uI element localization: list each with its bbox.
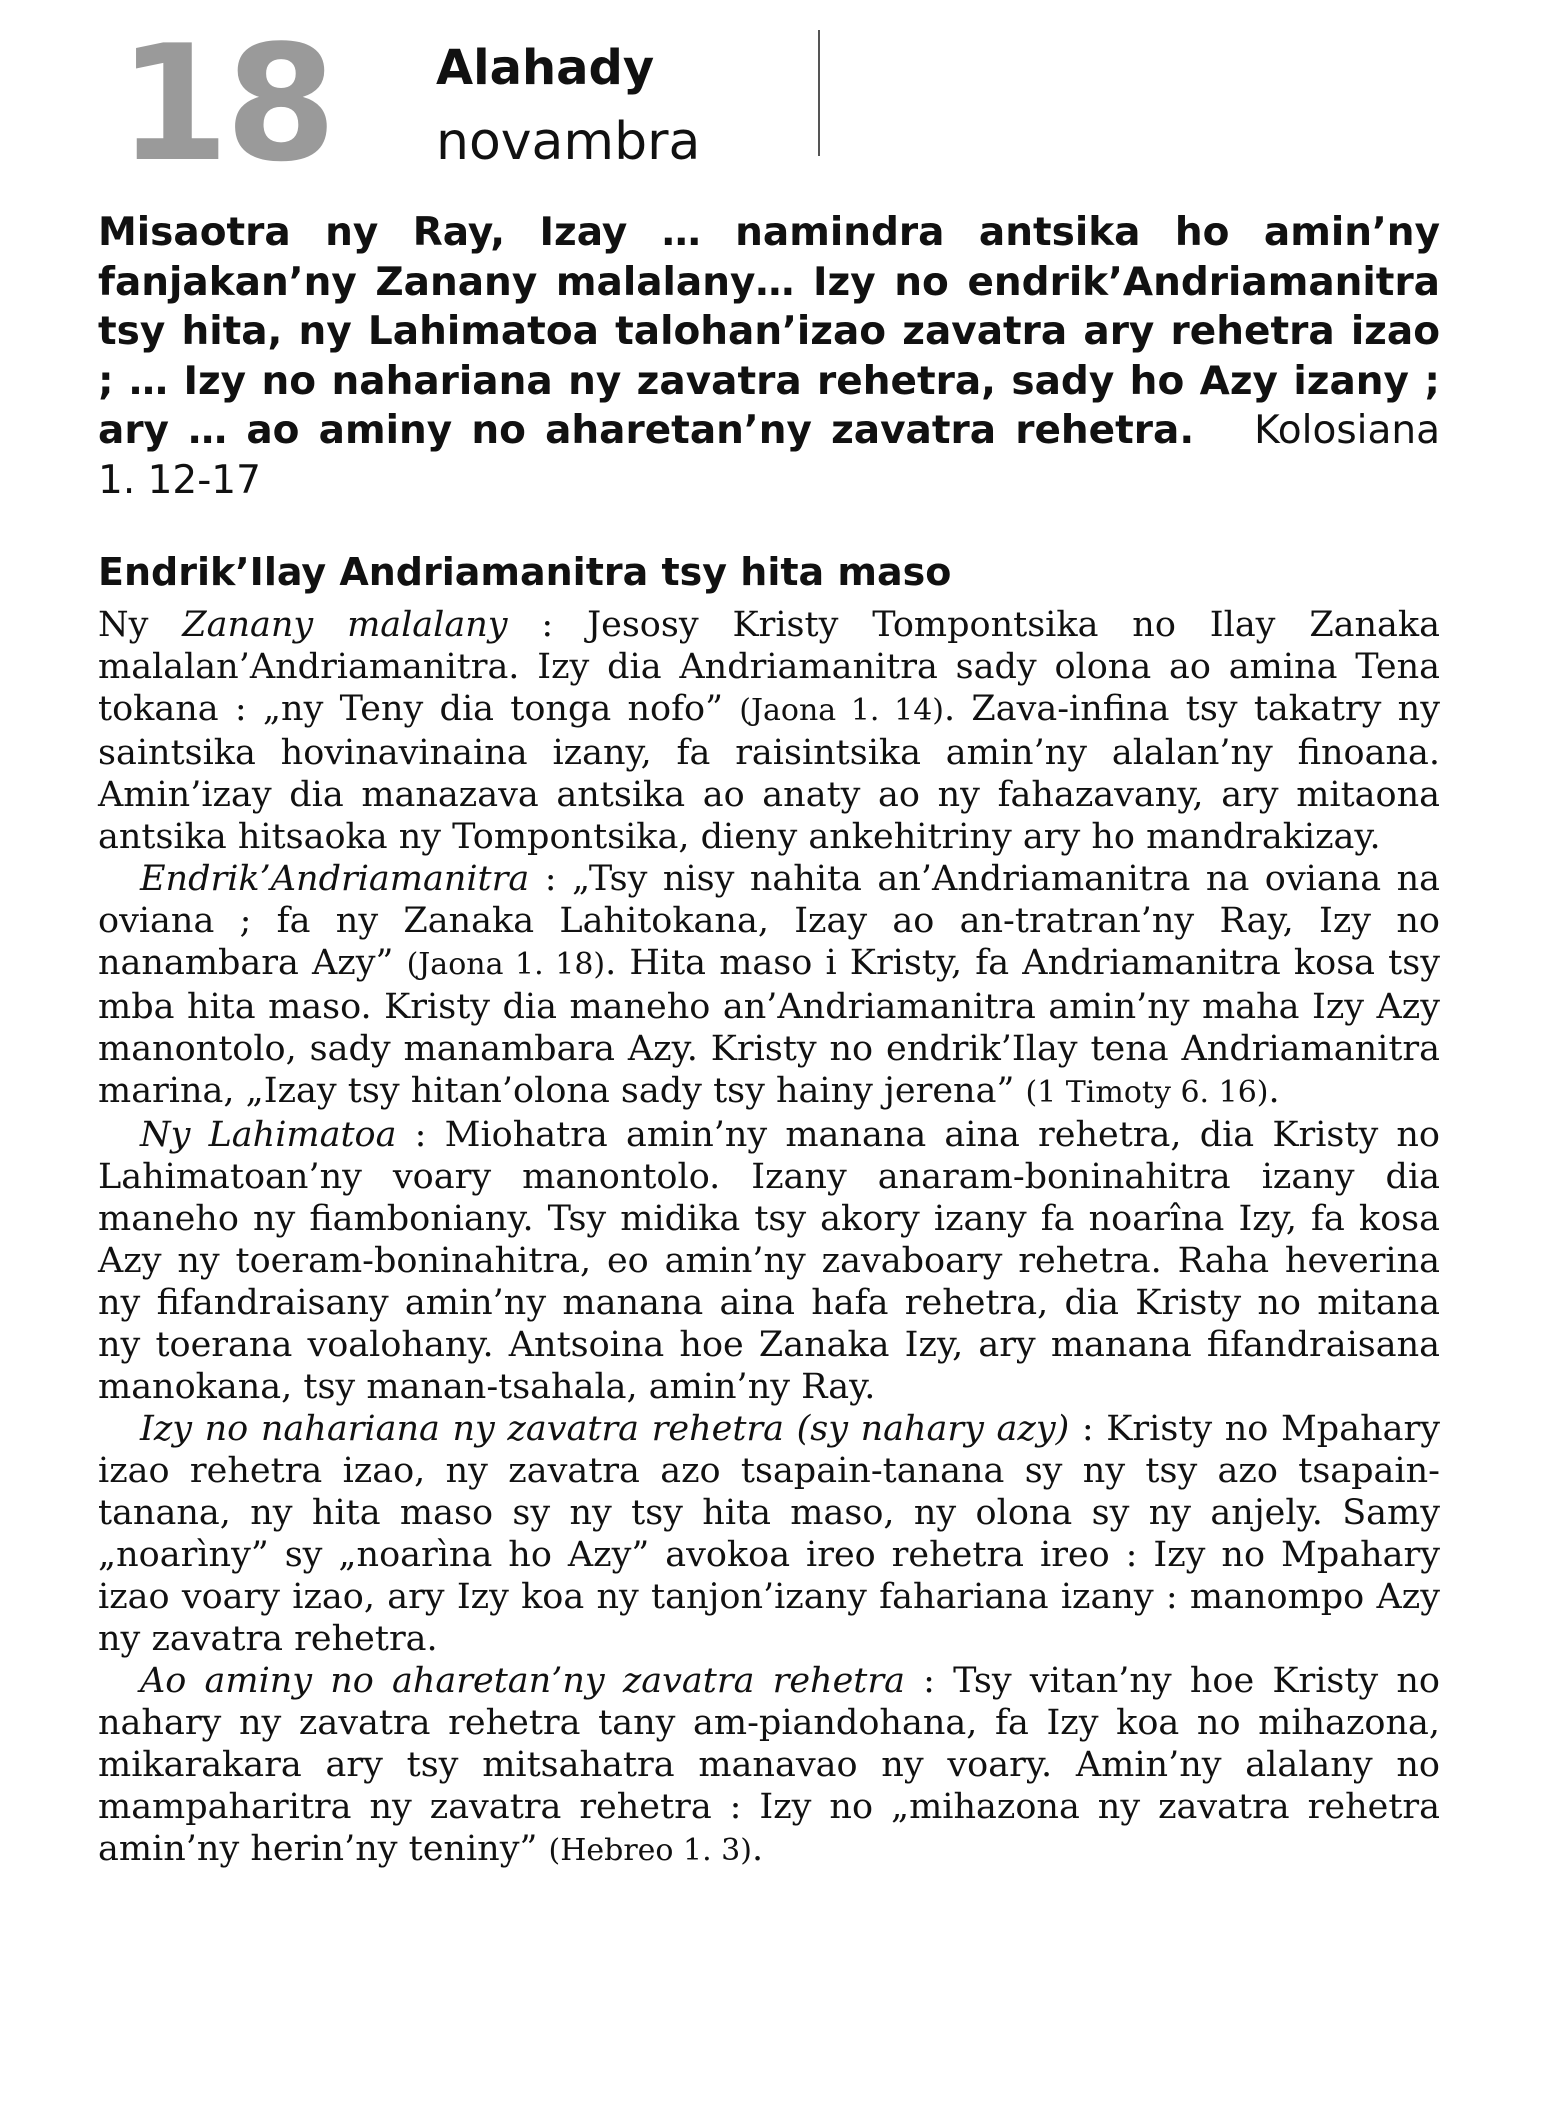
scripture-reference: (Jaona 1. 14) bbox=[739, 693, 944, 728]
header-divider bbox=[818, 30, 820, 156]
paragraph-lead-prefix: Ny bbox=[98, 605, 183, 645]
paragraph-text: : Tsy vitan’ny hoe Kristy no nahary ny zavatra rehetra tany am-piandohana, fa Izy koa no mihazona, mikarakara ary tsy mitsahatra manavao ny voary. Amin’ny alalany no mampaharitra ny zavatra rehetra : Izy no „mihazona ny zavatra rehetra amin’ny herin’ny teniny” bbox=[98, 1661, 1440, 1869]
scripture-reference: (1 Timoty 6. 16) bbox=[1025, 1075, 1269, 1110]
paragraph-text: . Hita maso i Kristy, fa Andriamanitra kosa tsy mba hita maso. Kristy dia maneho an’Andriamanitra amin’ny maha Izy Azy manontolo, sady manambara Azy. Kristy no endrik’Ilay tena Andriamanitra marina, „Izay tsy hitan’olona sady tsy hainy jerena” bbox=[98, 943, 1440, 1111]
section-heading: Endrik’Ilay Andriamanitra tsy hita maso bbox=[98, 550, 952, 594]
paragraph-text: : Kristy no Mpahary izao rehetra izao, ny zavatra azo tsapain-tanana sy ny tsy azo tsapain-tanana, ny hita maso sy ny tsy hita maso, ny olona sy ny anjely. Samy „noarìny” sy „noarìna ho Azy” avokoa ireo rehetra ireo : Izy no Mpahary izao voary izao, ary Izy koa ny tanjon’izany fahariana izany : manompo Azy ny zavatra rehetra. bbox=[98, 1409, 1440, 1659]
paragraph-text: . bbox=[751, 1829, 764, 1869]
paragraph-lead: Ao aminy no aharetan’ny zavatra rehetra bbox=[140, 1661, 905, 1701]
paragraph-text: . bbox=[1268, 1071, 1280, 1111]
paragraph-lead: Izy no nahariana ny zavatra rehetra (sy nahary azy) bbox=[140, 1409, 1070, 1449]
paragraph-text: . Zava-infina tsy takatry ny saintsika hovinavinaina izany, fa raisintsika amin’ny alalan’ny finoana. Amin’izay dia manazava antsika ao anaty ao ny fahazavany, ary mitaona antsika hitsaoka ny Tompontsika, dieny ankehitriny ary ho mandrakizay. bbox=[98, 689, 1440, 857]
verse-text: Misaotra ny Ray, Izay … namindra antsika ho amin’ny fanjakan’ny Zanany malalany… Izy no endrik’Andriamanitra tsy hita, ny Lahimatoa talohan’izao zavatra ary rehetra izao ; … Izy no nahariana ny zavatra rehetra, sady ho Azy izany ; ary … ao aminy no aharetan’ny zavatra rehetra. bbox=[98, 210, 1440, 453]
month-label: novambra bbox=[436, 112, 701, 172]
paragraph-text: : Jesosy Kristy Tompontsika no Ilay Zanaka malalan’Andriamanitra. Izy dia Andriamanitra sady olona ao amina Tena tokana : „ny Teny dia tonga nofo” bbox=[98, 605, 1440, 729]
paragraph-lead: Zanany malalany bbox=[182, 605, 508, 645]
paragraph-lead: Ny Lahimatoa bbox=[140, 1115, 397, 1155]
body-text bbox=[98, 604, 1440, 1872]
weekday-label: Alahady bbox=[436, 40, 655, 96]
paragraph-5 bbox=[98, 1660, 1440, 1872]
paragraph-text: : Miohatra amin’ny manana aina rehetra, dia Kristy no Lahimatoan’ny voary manontolo. Izany anaram-boninahitra izany dia maneho ny fiamboniany. Tsy midika tsy akory izany fa noarîna Izy, fa kosa Azy ny toeram-boninahitra, eo amin’ny zavaboary rehetra. Raha heverina ny fifandraisany amin’ny manana aina hafa rehetra, dia Kristy no mitana ny toerana voalohany. Antsoina hoe Zanaka Izy, ary manana fifandraisana manokana, tsy manan-tsahala, amin’ny Ray. bbox=[98, 1115, 1440, 1407]
paragraph-3 bbox=[98, 1114, 1440, 1408]
scripture-reference: (Jaona 1. 18) bbox=[406, 947, 606, 982]
paragraph-lead: Endrik’Andriamanitra bbox=[140, 859, 530, 899]
paragraph-4 bbox=[98, 1408, 1440, 1660]
day-number: 18 bbox=[118, 10, 333, 197]
paragraph-text: : „Tsy nisy nahita an’Andriamanitra na oviana na oviana ; fa ny Zanaka Lahitokana, Izay ao an-tratran’ny Ray, Izy no nanambara Azy” bbox=[98, 859, 1440, 983]
verse-reference: Kolosiana 1. 12-17 bbox=[98, 408, 1440, 503]
bible-verse bbox=[98, 208, 1440, 505]
paragraph-1 bbox=[98, 604, 1440, 858]
scripture-reference: (Hebreo 1. 3) bbox=[548, 1833, 752, 1868]
paragraph-2 bbox=[98, 858, 1440, 1114]
